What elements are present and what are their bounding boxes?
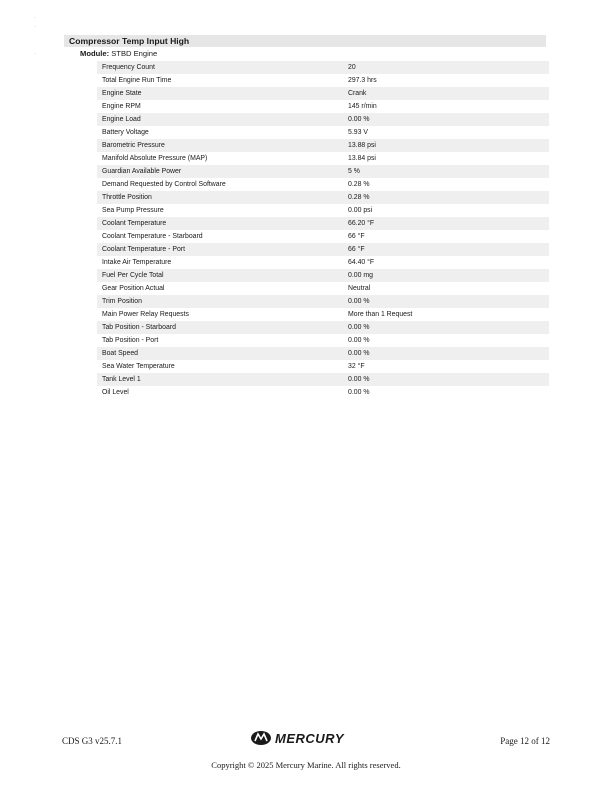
parameter-row <box>97 373 549 386</box>
parameter-row <box>97 191 549 204</box>
parameter-value: 297.3 hrs <box>348 77 377 84</box>
parameter-row <box>97 152 549 165</box>
parameter-row <box>97 230 549 243</box>
parameter-row <box>97 386 549 399</box>
parameter-name: Coolant Temperature - Starboard <box>102 233 203 240</box>
parameter-value: 32 °F <box>348 363 365 370</box>
parameter-value: 5 % <box>348 168 360 175</box>
parameter-value: 13.88 psi <box>348 142 376 149</box>
parameter-name: Guardian Available Power <box>102 168 182 175</box>
parameter-row <box>97 269 549 282</box>
parameter-name: Engine Load <box>102 116 141 123</box>
parameter-value: 0.00 % <box>348 376 370 383</box>
parameter-row <box>97 113 549 126</box>
parameter-value: 0.00 % <box>348 324 370 331</box>
parameter-row <box>97 334 549 347</box>
parameter-row <box>97 87 549 100</box>
mercury-logo-icon <box>250 730 272 746</box>
module-header <box>64 48 546 59</box>
parameter-name: Coolant Temperature - Port <box>102 246 185 253</box>
parameter-name: Tank Level 1 <box>102 376 141 383</box>
parameter-row <box>97 243 549 256</box>
parameter-value: 0.00 % <box>348 350 370 357</box>
parameter-name: Trim Position <box>102 298 142 305</box>
parameter-name: Engine State <box>102 90 142 97</box>
parameter-name: Tab Position - Starboard <box>102 324 176 331</box>
fault-title: Compressor Temp Input High <box>64 35 546 47</box>
module-value: STBD Engine <box>111 49 158 58</box>
parameter-value: Neutral <box>348 285 371 292</box>
parameter-value: Crank <box>348 90 367 97</box>
logo-text: MERCURY <box>275 730 344 746</box>
parameter-name: Tab Position - Port <box>102 337 159 344</box>
parameter-name: Battery Voltage <box>102 129 149 136</box>
parameter-value: 0.28 % <box>348 194 370 201</box>
parameter-value: More than 1 Request <box>348 311 413 318</box>
parameter-name: Coolant Temperature <box>102 220 167 227</box>
parameter-name: Demand Requested by Control Software <box>102 181 226 188</box>
scan-marks: · · · <box>34 15 36 57</box>
footer-version: CDS G3 v25.7.1 <box>62 736 123 746</box>
parameter-name: Gear Position Actual <box>102 285 165 292</box>
parameter-row <box>97 74 549 87</box>
parameter-row <box>97 217 549 230</box>
module-label: Module: <box>80 49 110 58</box>
parameter-name: Manifold Absolute Pressure (MAP) <box>102 155 208 162</box>
parameter-name: Frequency Count <box>102 64 155 71</box>
parameter-name: Sea Water Temperature <box>102 363 175 370</box>
parameter-value: 145 r/min <box>348 103 377 110</box>
parameter-row <box>97 308 549 321</box>
parameter-table <box>97 61 549 399</box>
parameter-name: Throttle Position <box>102 194 152 201</box>
parameter-row <box>97 295 549 308</box>
parameter-row <box>97 61 549 74</box>
parameter-name: Sea Pump Pressure <box>102 207 164 214</box>
parameter-name: Boat Speed <box>102 350 139 357</box>
parameter-name: Intake Air Temperature <box>102 259 172 266</box>
parameter-value: 13.84 psi <box>348 155 376 162</box>
parameter-value: 20 <box>348 64 356 71</box>
parameter-value: 66.20 °F <box>348 220 375 227</box>
parameter-row <box>97 347 549 360</box>
parameter-name: Oil Level <box>102 389 129 396</box>
parameter-value: 5.93 V <box>348 129 368 136</box>
parameter-name: Total Engine Run Time <box>102 77 172 84</box>
parameter-value: 0.00 % <box>348 337 370 344</box>
parameter-row <box>97 178 549 191</box>
parameter-value: 64.40 °F <box>348 259 375 266</box>
parameter-row <box>97 256 549 269</box>
parameter-name: Main Power Relay Requests <box>102 311 189 318</box>
parameter-name: Barometric Pressure <box>102 142 165 149</box>
parameter-row <box>97 321 549 334</box>
parameter-name: Fuel Per Cycle Total <box>102 272 164 279</box>
footer-page-number: Page 12 of 12 <box>500 736 550 746</box>
parameter-row <box>97 204 549 217</box>
parameter-value: 66 °F <box>348 233 365 240</box>
parameter-row <box>97 126 549 139</box>
footer-logo <box>250 730 344 746</box>
footer-copyright: Copyright © 2025 Mercury Marine. All rights reserved. <box>211 760 401 770</box>
parameter-value: 66 °F <box>348 246 365 253</box>
parameter-value: 0.00 mg <box>348 272 373 279</box>
parameter-value: 0.00 psi <box>348 207 373 214</box>
parameter-value: 0.00 % <box>348 116 370 123</box>
parameter-row <box>97 360 549 373</box>
parameter-value: 0.00 % <box>348 389 370 396</box>
parameter-name: Engine RPM <box>102 103 141 110</box>
parameter-row <box>97 282 549 295</box>
parameter-value: 0.28 % <box>348 181 370 188</box>
parameter-row <box>97 100 549 113</box>
parameter-row <box>97 165 549 178</box>
parameter-value: 0.00 % <box>348 298 370 305</box>
parameter-row <box>97 139 549 152</box>
